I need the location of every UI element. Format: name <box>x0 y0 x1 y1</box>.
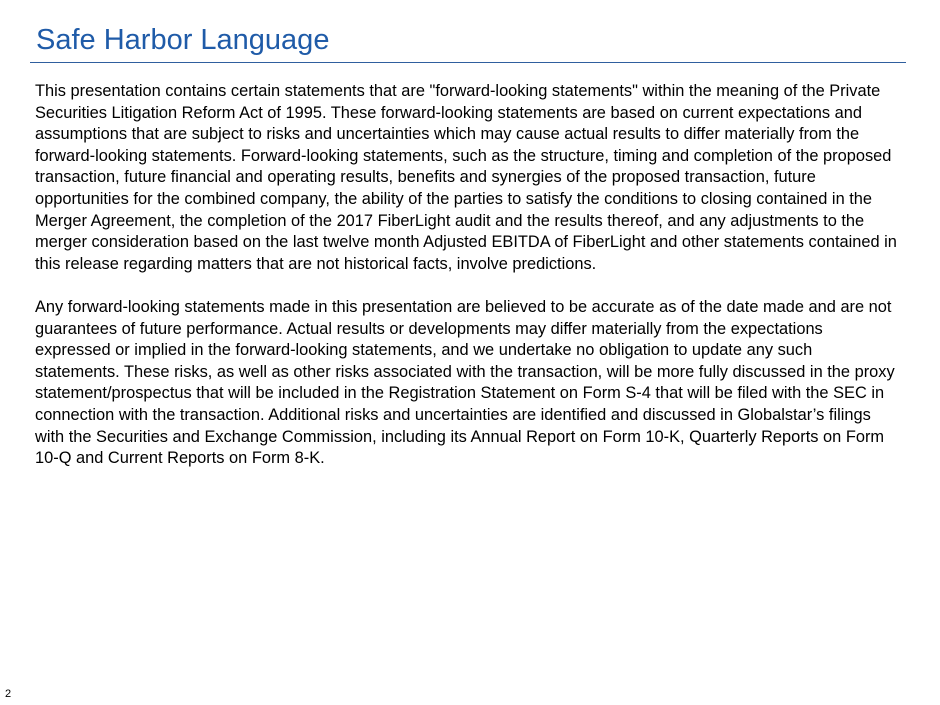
paragraph-forward-looking-statements: This presentation contains certain statements that are "forward-looking statements" within the meaning of the Private Securities Litigation Reform Act of 1995. These forward-looking statements are based on current expectations and assumptions that are subject to risks and uncertainties which may cause actual results to differ materially from the forward-looking statements. Forward-looking statements, such as the structure, timing and completion of the proposed transaction, future financial and operating results, benefits and synergies of the proposed transaction, future opportunities for the combined company, the ability of the parties to satisfy the conditions to closing contained in the Merger Agreement, the completion of the 2017 FiberLight audit and the results thereof, and any adjustments to the merger consideration based on the last twelve month Adjusted EBITDA of FiberLight and other statements contained in this release regarding matters that are not historical facts, involve predictions. <box>35 82 897 273</box>
body-text <box>35 81 901 491</box>
title-divider <box>30 62 906 63</box>
slide-title: Safe Harbor Language <box>36 24 330 56</box>
slide-number: 2 <box>5 688 12 700</box>
paragraph-risk-disclosure: Any forward-looking statements made in this presentation are believed to be accurate as of the date made and are not guarantees of future performance. Actual results or developments may differ materially from the expectations expressed or implied in the forward-looking statements, and we undertake no obligation to update any such statements. These risks, as well as other risks associated with the transaction, will be more fully discussed in the proxy statement/prospectus that will be included in the Registration Statement on Form S-4 that will be filed with the SEC in connection with the transaction. Additional risks and uncertainties are identified and discussed in Globalstar’s filings with the Securities and Exchange Commission, including its Annual Report on Form 10-K, Quarterly Reports on Form 10-Q and Current Reports on Form 8-K. <box>35 297 895 468</box>
